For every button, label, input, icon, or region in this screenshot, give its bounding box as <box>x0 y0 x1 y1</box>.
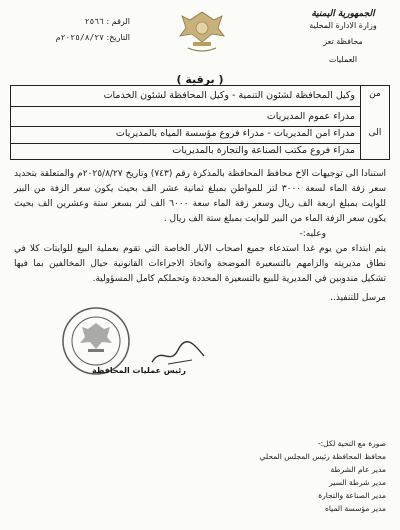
cc-item: مدير شرطة السير <box>329 478 386 487</box>
closing-line: مرسل للتنفيذ.. <box>330 293 386 303</box>
from-value: وكيل المحافظة لشئون التنمية - وكيل المحافظة لشئون الخدمات <box>103 90 355 101</box>
to-line: مدراء فروع مكتب الصناعة والتجارة بالمديريات <box>172 145 355 156</box>
department-name: العمليات <box>328 55 358 64</box>
signature-mark-icon <box>148 338 208 368</box>
reference-number: الرقم : ٢٥٦٦ <box>84 17 130 26</box>
reference-block <box>40 14 130 46</box>
letterhead-block <box>300 8 386 66</box>
to-label: الى <box>368 128 382 138</box>
cc-item: مدير مؤسسة المياه <box>324 504 386 513</box>
reference-date: التاريخ: ٢٠٢٥/٨/٢٧م <box>55 33 130 42</box>
routing-table <box>10 85 390 160</box>
governorate-name: محافظة تعز <box>323 37 363 46</box>
table-rule <box>11 106 361 107</box>
cc-list <box>256 437 386 515</box>
from-label: من <box>369 89 381 99</box>
country-name: الجمهورية اليمنية <box>311 9 375 19</box>
to-line: مدراء امن المديريات - مدراء فروع مؤسسة المياه بالمديريات <box>115 128 355 139</box>
letter-body <box>14 167 386 306</box>
national-emblem-icon <box>176 6 228 56</box>
cc-item: محافظ المحافظة رئيس المجلس المحلي <box>259 452 386 461</box>
cc-item: مدير الصناعة والتجارة <box>318 491 386 500</box>
signatory-title: رئيس عمليات المحافظة <box>92 366 186 375</box>
body-subheading: وعليه:- <box>299 229 326 239</box>
document-title: ( برقية ) <box>176 73 224 86</box>
ministry-name: وزارة الادارة المحلية <box>309 21 377 30</box>
cc-heading: صورة مع التحية لكل:- <box>317 439 386 448</box>
body-paragraph: استنادا الى توجيهات الاخ محافظ المحافظة بالمذكرة رقم (٧٤٣) وتاريخ ٢٠٢٥/٨/٢٧م والمتعلقة بتحديد سعر زفة الماء لسعة ٣٠٠٠ لتر للمواطن بمبلغ ثمانية عشر الف بحيث يكون سعر الزفة من البير للوايت بمبلغ اربعة الف ريال وسعر زفة الماء سعة ٦٠٠٠ الف لتر بسعر ستة وعشرين الف بحيث يكون سعر الزفة الماء من البير للوايت بمبلغ ستة الف ريال . <box>14 169 387 224</box>
to-line: مدراء عموم المديريات <box>266 111 355 122</box>
cc-item: مدير عام الشرطة <box>330 465 386 474</box>
table-divider <box>360 86 361 159</box>
body-paragraph: يتم ابتداء من يوم غدا استدعاء جميع اصحاب الابار الخاصة التي تقوم بعملية البيع للوايتات كلا في نطاق مديريته والزامهم بالتسعيرة الموضحة واتخاذ الاجراءات القانونية حيال المخالفين بما فيها تشكيل مندوبين في المديرية للبيع بالتسعيرة المحددة وتحملكم كامل المسؤولية. <box>14 244 386 284</box>
